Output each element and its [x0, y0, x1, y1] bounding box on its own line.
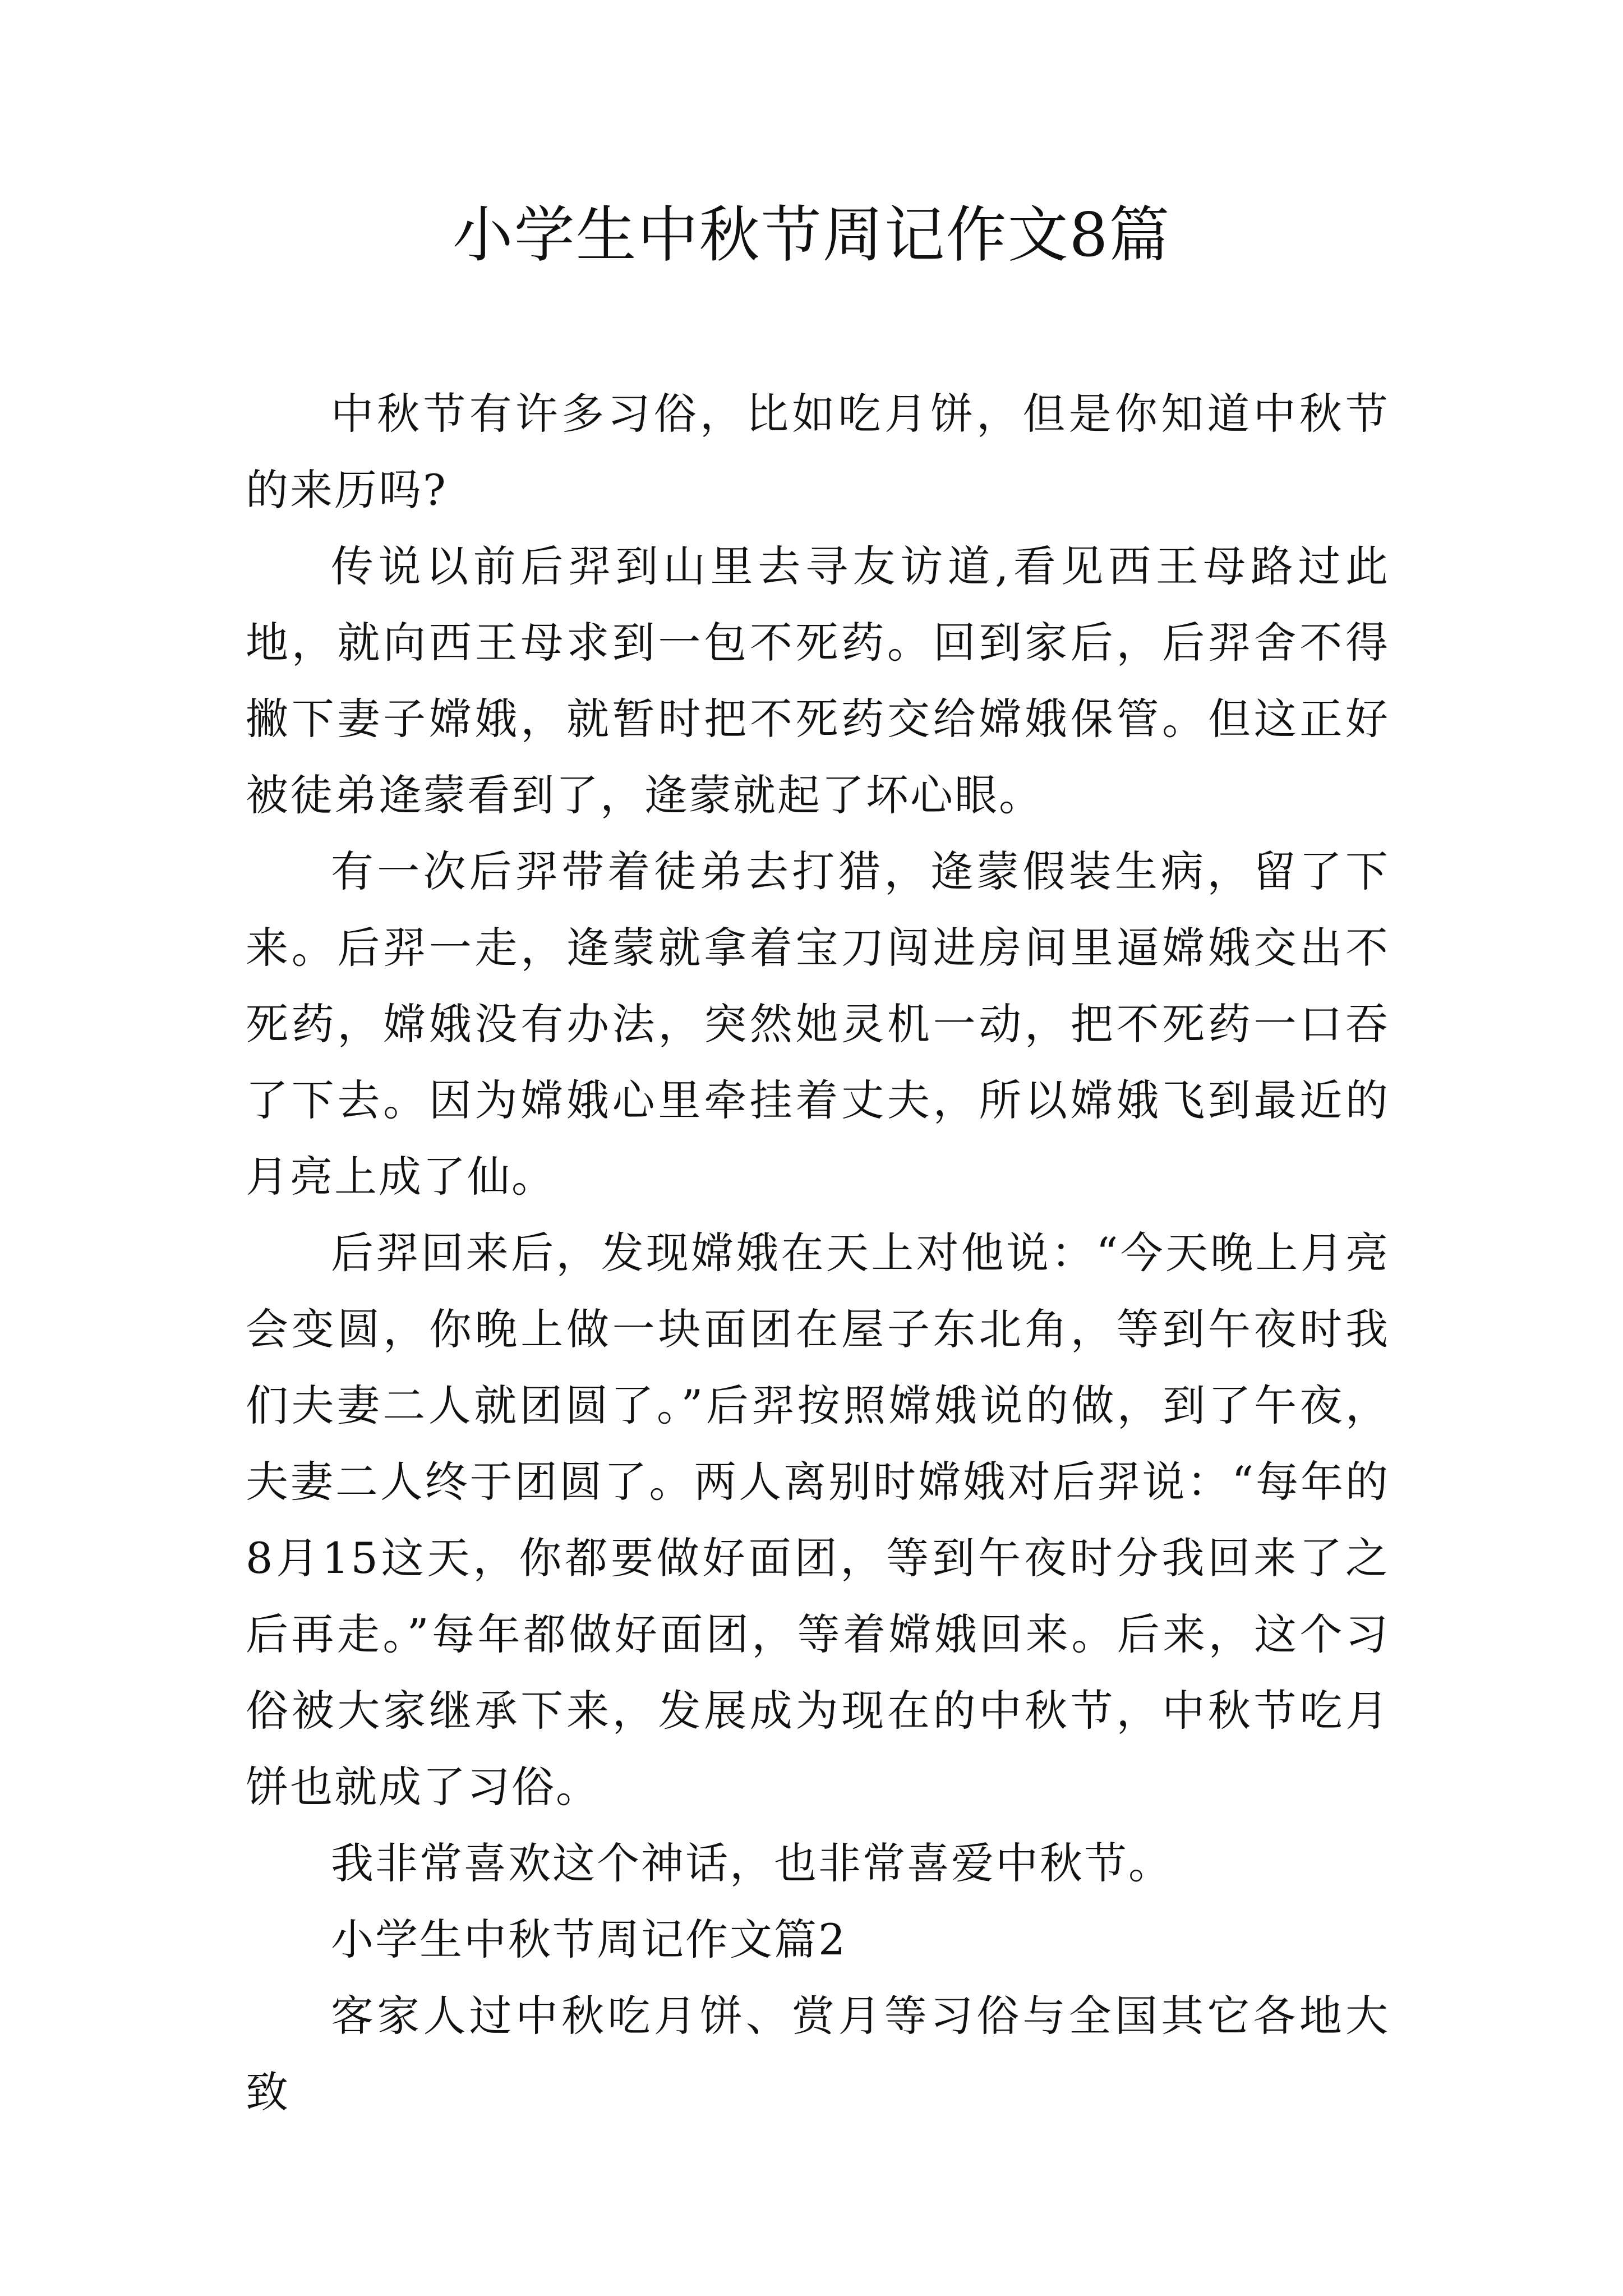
paragraph-intro: 中秋节有许多习俗，比如吃月饼，但是你知道中秋节的来历吗?	[246, 389, 1390, 515]
document-body	[246, 376, 1390, 2131]
paragraph-legend-origin: 传说以前后羿到山里去寻友访道,看见西王母路过此地，就向西王母求到一包不死药。回到家后，后羿舍不得撇下妻子嫦娥，就暂时把不死药交给嫦娥保管。但这正好被徒弟逄蒙看到了，逄蒙就起了坏心眼。	[246, 541, 1390, 820]
paragraph-hakka: 客家人过中秋吃月饼、赏月等习俗与全国其它各地大致	[246, 1991, 1390, 2117]
paragraph-hunting: 有一次后羿带着徒弟去打猎，逄蒙假装生病，留了下来。后羿一走，逄蒙就拿着宝刀闯进房间里逼嫦娥交出不死药，嫦娥没有办法，突然她灵机一动，把不死药一口吞了下去。因为嫦娥心里牵挂着丈夫，所以嫦娥飞到最近的月亮上成了仙。	[246, 846, 1390, 1202]
paragraph-conclusion: 我非常喜欢这个神话，也非常喜爱中秋节。	[331, 1838, 1173, 1888]
section-heading-2: 小学生中秋节周记作文篇2	[331, 1915, 847, 1964]
document-title: 小学生中秋节周记作文8篇	[452, 200, 1171, 270]
paragraph-reunion: 后羿回来后，发现嫦娥在天上对他说：“今天晚上月亮会变圆，你晚上做一块面团在屋子东北角，等到午夜时我们夫妻二人就团圆了。”后羿按照嫦娥说的做，到了午夜，夫妻二人终于团圆了。两人离别时嫦娥对后羿说：“每年的8月15这天，你都要做好面团，等到午夜时分我回来了之后再走。”每年都做好面团，等着嫦娥回来。后来，这个习俗被大家继承下来，发展成为现在的中秋节，中秋节吃月饼也就成了习俗。	[246, 1228, 1390, 1812]
